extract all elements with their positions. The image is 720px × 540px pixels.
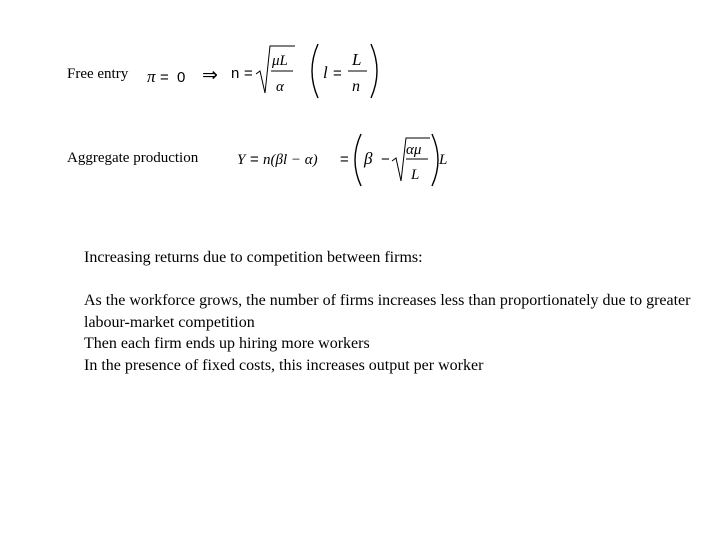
aggregate-production-equation <box>234 130 456 190</box>
l-variable: l <box>323 63 328 82</box>
right-paren <box>371 44 377 98</box>
right-paren <box>432 134 438 186</box>
left-paren <box>312 44 318 98</box>
n-denominator: n <box>352 78 360 95</box>
n-beta-l-minus-alpha: n(βl − α) <box>263 152 318 168</box>
equals-sign: = <box>333 65 342 82</box>
equals-sign: = <box>340 151 349 168</box>
y-variable: Y <box>237 152 246 168</box>
implies-arrow: ⇒ <box>202 65 218 86</box>
pi-symbol: π <box>147 67 156 86</box>
left-paren <box>355 134 361 186</box>
free-entry-equation <box>145 40 385 102</box>
explanation-line: Then each firm ends up hiring more workers <box>84 335 370 352</box>
aggregate-production-label: Aggregate production <box>67 150 199 166</box>
heading-text: Increasing returns due to competition between firms: <box>84 249 423 266</box>
alpha-mu-numerator: αμ <box>406 142 422 158</box>
l-numerator: L <box>352 50 362 69</box>
mu-l-numerator: μL <box>272 53 288 69</box>
heading-paragraph <box>84 247 714 269</box>
n-variable: n <box>231 65 240 82</box>
explanation-line: As the workforce grows, the number of firms increases less than proportionately due to greater labour-market competition <box>84 292 691 331</box>
alpha-denominator: α <box>276 79 284 95</box>
equals-sign: = <box>244 65 253 82</box>
equals-sign: = <box>160 69 169 86</box>
free-entry-label: Free entry <box>67 66 129 82</box>
explanation-paragraph <box>84 290 714 376</box>
equals-sign: = <box>250 151 259 168</box>
zero-value: 0 <box>177 69 186 86</box>
explanation-line: In the presence of fixed costs, this increases output per worker <box>84 356 484 374</box>
minus-sign: − <box>381 151 390 168</box>
l-denominator: L <box>411 167 420 183</box>
l-variable: L <box>439 152 448 168</box>
beta-symbol: β <box>364 149 373 168</box>
